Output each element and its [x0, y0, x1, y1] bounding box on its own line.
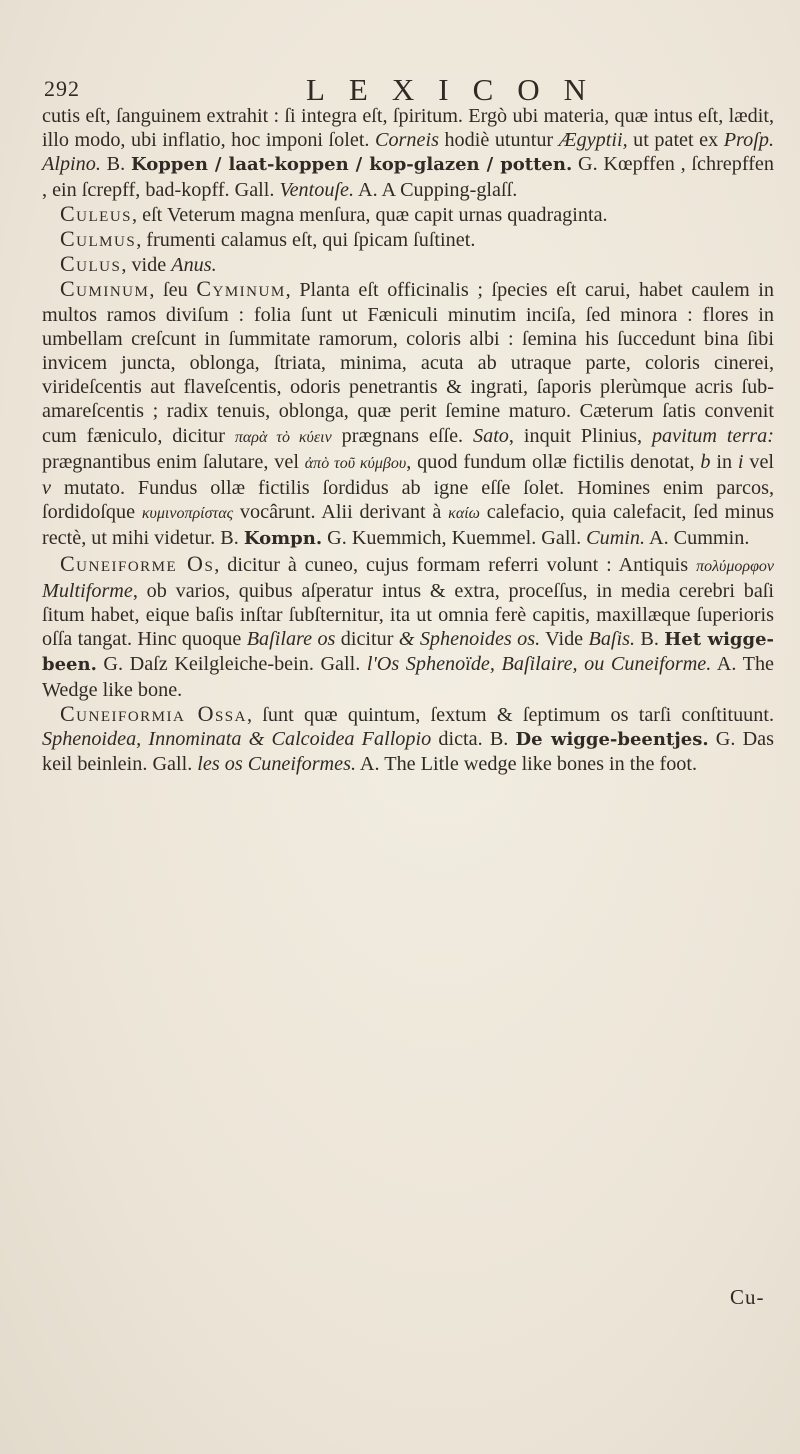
italic-text: Anus.	[171, 254, 217, 277]
entry-text: dicitur	[335, 628, 399, 651]
entry-text: , frumenti calamus eſt, qui ſpicam ſuſtinet.	[136, 229, 476, 252]
greek-text: πολύμορφον	[696, 557, 775, 575]
italic-text: les os Cuneiformes.	[197, 753, 356, 776]
greek-text: καίω	[448, 505, 480, 523]
entry-culeus	[42, 202, 774, 227]
entry-text: G. Das keil beinlein. Gall.	[42, 728, 774, 776]
catchword: Cu-	[730, 1285, 765, 1309]
entry-text: vocârunt. Alii derivant à	[233, 501, 449, 524]
italic-text: & Sphenoides os.	[398, 628, 541, 651]
italic-text: Corneis	[375, 129, 439, 152]
entry-text: , eſt Veterum magna menſura, quæ capit urnas quadraginta.	[132, 203, 608, 226]
italic-text: Cumin.	[586, 527, 646, 550]
blackletter-text: Het wigge-been.	[42, 629, 775, 676]
entry-text: G. Kœpffen , ſchrepffen , ein ſcrepff, bad-kopff. Gall.	[42, 153, 774, 201]
entry-text: , ſunt quæ quintum, ſextum & ſeptimum os tarſi conſtituunt.	[246, 703, 775, 726]
greek-text: κυμινοπρίστας	[141, 505, 234, 523]
headword: Cyminum	[196, 276, 286, 302]
entry-text: G. Daſz Keilgleiche-bein. Gall.	[96, 653, 367, 676]
entry-text: prægnans eſſe.	[331, 424, 474, 447]
entry-text: in	[710, 450, 738, 473]
entry-cuneiforme	[42, 552, 774, 702]
entry-text: , ſeu	[149, 279, 197, 302]
blackletter-text: De wigge-beentjes.	[515, 729, 709, 751]
headword: Cuneiformia Ossa	[60, 700, 247, 726]
entry-text: B.	[635, 628, 665, 651]
entry-text: A. The Litle wedge like bones in the foot.	[356, 753, 698, 776]
entry-text: Vide	[540, 628, 589, 651]
entry-text: A. Cummin.	[645, 527, 750, 550]
headword: Cuminum	[60, 276, 150, 302]
entry-culmus	[42, 227, 774, 252]
entry-text: , Planta eſt officinalis ; ſpecies eſt carui, habet caulem in multos ramos diviſum : folia ſunt ut Fæniculi minutim inciſa, ſed minora : flores in umbellam creſcunt in ſummitate ramorum, coloris albi : ſemina his ſuccedunt bina ſibi invicem juncta, oblonga, ſtriata, minima, acuta ab utraque parte, coloris cinerei, virideſcentis aut flaveſcentis, odoris penetrantis & ingrati, ſaporis plerùmque acris ſub-amareſcentis ; radix tenuis, oblonga, quæ perit ſemine maturo. Cæterum ſatis convenit cum fæniculo, dicitur	[42, 279, 774, 447]
italic-text: Baſilare os	[246, 628, 336, 651]
italic-text: b	[700, 450, 711, 473]
italic-text: Proſp. Alpino.	[42, 129, 774, 176]
running-head: LEXICON	[306, 72, 611, 107]
greek-text: ἀπὸ τοῦ κύμβου	[304, 454, 407, 472]
entry-text: A. The Wedge like bone.	[42, 653, 775, 701]
entry-text: B.	[100, 153, 131, 176]
italic-text: v	[42, 477, 51, 500]
italic-text: Multiforme	[42, 579, 133, 602]
italic-text: l'Os Sphenoïde, Baſilaire, ou Cuneiforme.	[366, 653, 712, 676]
entry-text: ut patet ex	[627, 129, 724, 152]
italic-text: Baſis.	[588, 628, 636, 651]
italic-text: pavitum terra:	[651, 424, 774, 447]
entry-cuminum	[42, 277, 774, 551]
headword: Cuneiforme Os	[60, 550, 215, 576]
entry-culus	[42, 252, 774, 277]
entry-text: , dicitur à cuneo, cujus formam referri volunt : Antiquis	[214, 553, 697, 576]
page-header	[44, 72, 764, 106]
greek-text: παρὰ τὸ κύειν	[234, 428, 332, 446]
italic-text: Sphenoidea, Innominata & Calcoidea Fallopio	[42, 728, 432, 751]
entry-text: , inquit Plinius,	[508, 424, 652, 447]
blackletter-text: Kompn.	[243, 528, 323, 550]
entry-text: mutato. Fundus ollæ fictilis ſordidus ab igne eſſe ſolet. Homines enim parcos, ſordidoſque	[42, 477, 774, 524]
entry-text: , quod fundum ollæ fictilis denotat,	[406, 450, 701, 473]
entry-text: dicta. B.	[431, 728, 516, 751]
entry-text: prægnantibus enim ſalutare, vel	[42, 450, 305, 473]
entry-text: vel	[743, 450, 775, 473]
italic-text: Ventouſe.	[279, 178, 355, 201]
blackletter-text: Koppen / laat-koppen / kop-glazen / potten.	[130, 154, 573, 176]
italic-text: Sato	[473, 424, 509, 447]
entry-text: calefacio, quia calefacit, ſed minus rectè, ut mihi videtur. B.	[42, 501, 774, 550]
page-number: 292	[44, 76, 80, 101]
entry-text: , vide	[121, 254, 172, 277]
headword: Culmus	[60, 226, 137, 252]
entry-text: G. Kuemmich, Kuemmel. Gall.	[322, 527, 587, 550]
entry-text: hodiè utuntur	[438, 129, 559, 152]
italic-text: Ægyptii,	[558, 129, 628, 152]
entry-text: cutis eſt, ſanguinem extrahit : ſi integra eſt, ſpiritum. Ergò ubi materia, quæ intus eſt, lædit, illo modo, ubi inflatio, hoc imponi ſolet.	[42, 105, 774, 152]
italic-text: i	[737, 450, 744, 473]
entry-continuation	[42, 104, 774, 202]
entry-text: , ob varios, quibus aſperatur intus & extra, proceſſus, in media cerebri baſi ſitum habet, eique baſis inſtar ſubſternitur, ita ut omnia ferè capitis, maxillæque ſuperioris oſſa tangat. Hinc quoque	[42, 579, 774, 651]
entry-cuneiformia	[42, 702, 774, 777]
headword: Culus	[60, 251, 122, 277]
entry-text: A. A Cupping-glaſſ.	[354, 178, 518, 201]
entries-column	[42, 104, 774, 776]
headword: Culeus	[60, 200, 133, 226]
